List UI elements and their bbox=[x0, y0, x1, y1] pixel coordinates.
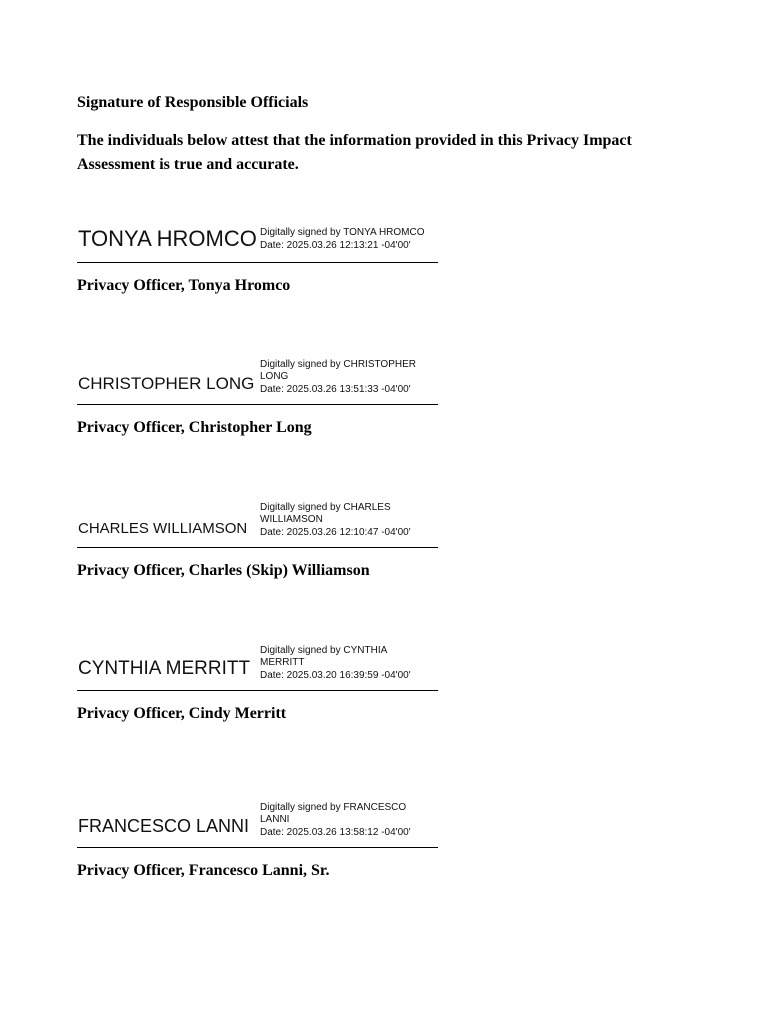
signature-block-lanni bbox=[77, 791, 439, 881]
signature-date: Date: 2025.03.26 13:58:12 -04'00' bbox=[260, 826, 411, 838]
signer-name: FRANCESCO LANNI bbox=[78, 816, 250, 836]
digital-signature-field[interactable] bbox=[77, 348, 439, 404]
signed-by-text-continued: MERRITT bbox=[260, 657, 305, 668]
signed-by-text: Digitally signed by TONYA HROMCO bbox=[260, 227, 425, 238]
signed-by-text: Digitally signed by CHRISTOPHER bbox=[260, 358, 416, 370]
signature-line bbox=[77, 690, 438, 691]
signer-name: CHRISTOPHER LONG bbox=[78, 374, 255, 393]
signer-name: CHARLES WILLIAMSON bbox=[78, 520, 248, 537]
signature-block-hromco bbox=[77, 206, 439, 296]
signature-block-long bbox=[77, 348, 439, 438]
section-heading: Signature of Responsible Officials bbox=[77, 94, 309, 111]
signed-by-text: Digitally signed by CYNTHIA bbox=[260, 644, 388, 656]
signature-details bbox=[260, 802, 438, 840]
signature-line bbox=[77, 262, 438, 263]
signature-date: Date: 2025.03.26 13:51:33 -04'00' bbox=[260, 383, 411, 395]
signature-block-merritt bbox=[77, 634, 439, 724]
attestation-statement: The individuals below attest that the information provided in this Privacy Impact Assessment is true and accurate. bbox=[77, 132, 632, 173]
signature-line bbox=[77, 404, 438, 405]
signature-line bbox=[77, 547, 438, 548]
signed-by-text: Digitally signed by CHARLES bbox=[260, 501, 391, 513]
signer-title: Privacy Officer, Francesco Lanni, Sr. bbox=[77, 862, 330, 879]
signature-date: Date: 2025.03.26 12:10:47 -04'00' bbox=[260, 526, 411, 538]
signed-by-text: Digitally signed by FRANCESCO bbox=[260, 801, 407, 813]
signer-title: Privacy Officer, Christopher Long bbox=[77, 419, 312, 436]
digital-signature-field[interactable] bbox=[77, 634, 439, 690]
signer-title: Privacy Officer, Cindy Merritt bbox=[77, 705, 287, 722]
signature-line bbox=[77, 847, 438, 848]
signature-date: Date: 2025.03.20 16:39:59 -04'00' bbox=[260, 669, 411, 681]
signature-details bbox=[260, 227, 438, 252]
signature-details bbox=[260, 502, 438, 540]
signed-by-text-continued: WILLIAMSON bbox=[260, 514, 323, 525]
digital-signature-field[interactable] bbox=[77, 491, 439, 547]
signature-details bbox=[260, 645, 438, 683]
signer-name: TONYA HROMCO bbox=[78, 226, 257, 251]
digital-signature-field[interactable] bbox=[77, 791, 439, 847]
signature-details bbox=[260, 359, 438, 397]
signed-by-text-continued: LANNI bbox=[260, 814, 290, 825]
signed-by-text-continued: LONG bbox=[260, 371, 289, 382]
signer-title: Privacy Officer, Charles (Skip) Williamson bbox=[77, 562, 370, 579]
digital-signature-field[interactable] bbox=[77, 206, 439, 262]
signature-date: Date: 2025.03.26 12:13:21 -04'00' bbox=[260, 239, 411, 251]
signer-title: Privacy Officer, Tonya Hromco bbox=[77, 277, 291, 294]
signer-name: CYNTHIA MERRITT bbox=[78, 658, 251, 679]
signature-block-williamson bbox=[77, 491, 439, 581]
